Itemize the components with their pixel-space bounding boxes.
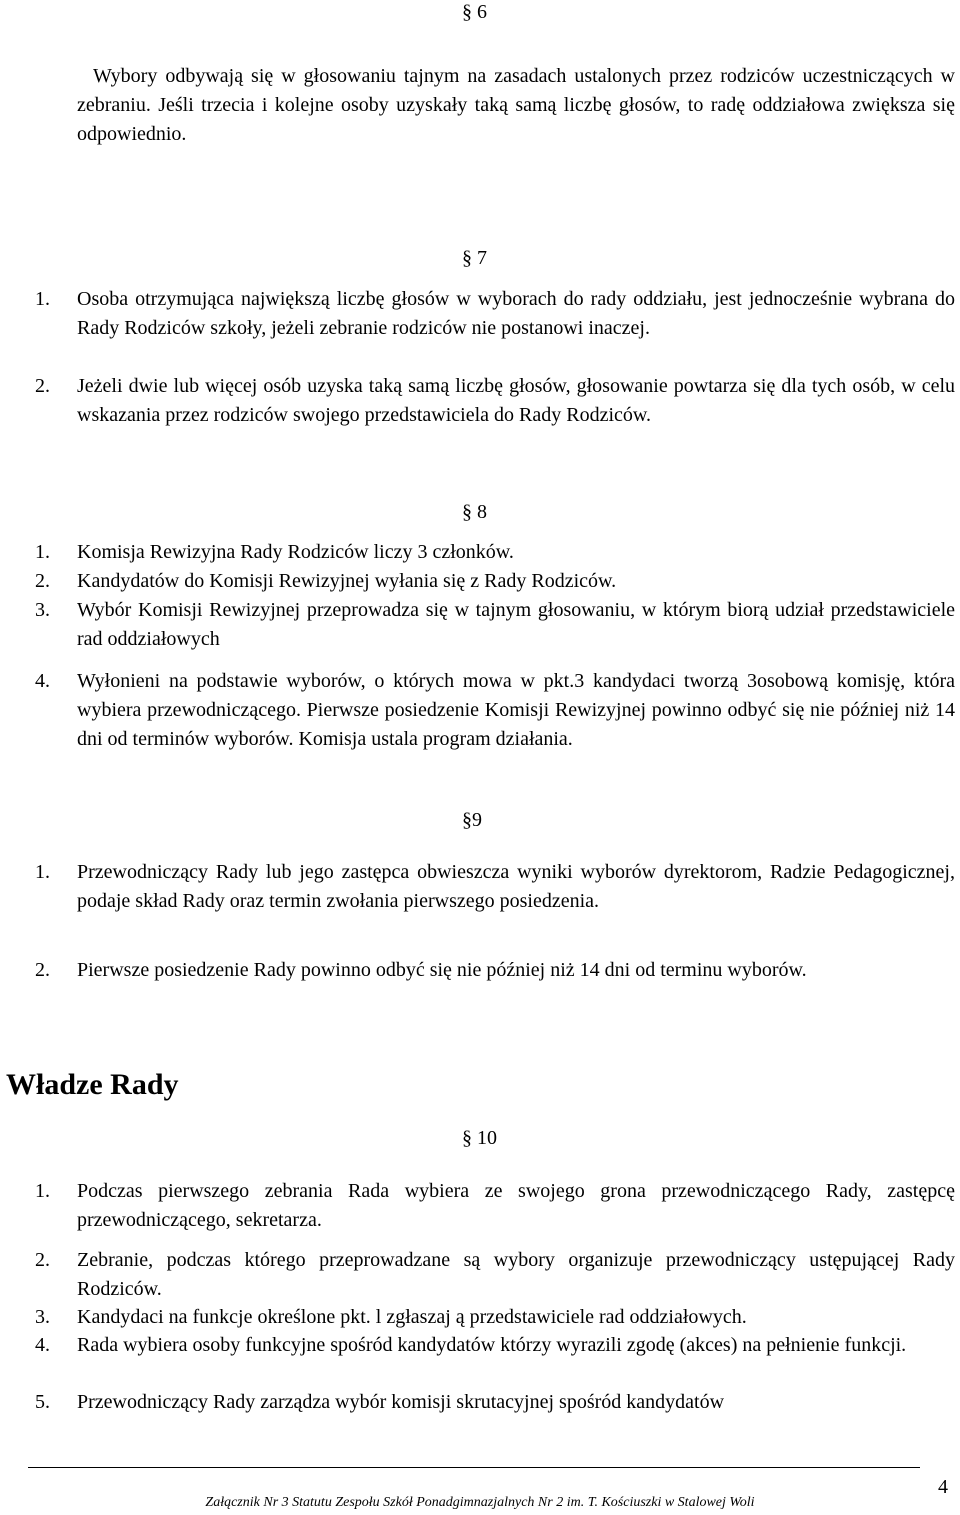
s9-item-2-number: 2. (35, 959, 50, 981)
s7-item-1-text: Osoba otrzymująca największą liczbę głosów w wyborach do rady oddziału, jest jednocześnie wybrana do Rady Rodziców szkoły, jeżeli zebranie rodziców nie postanowi inaczej. (77, 288, 955, 339)
footer-divider (28, 1467, 920, 1468)
s7-item-2-number: 2. (35, 375, 50, 397)
s8-item-3-number: 3. (35, 599, 50, 621)
s9-item-1-text: Przewodniczący Rady lub jego zastępca obwieszcza wyniki wyborów dyrektorom, Radzie Pedagogicznej, podaje skład Rady oraz termin zwołania pierwszego posiedzenia. (77, 861, 955, 912)
s8-item-2-text: Kandydatów do Komisji Rewizyjnej wyłania się z Rady Rodziców. (77, 570, 617, 592)
s8-item-4-text: Wyłonieni na podstawie wyborów, o których mowa w pkt.3 kandydaci tworzą 3osobową komisję, która wybiera przewodniczącego. Pierwsze posiedzenie Komisji Rewizyjnej powinno odbyć się nie później niż 14 dni od terminów wyborów. Komisja ustala program działania. (77, 670, 955, 750)
s8-item-2-number: 2. (35, 570, 50, 592)
s8-item-1-text: Komisja Rewizyjna Rady Rodziców liczy 3 członków. (77, 541, 514, 563)
s7-item-1-number: 1. (35, 288, 50, 310)
section-8-heading: § 8 (462, 501, 487, 523)
section-6-paragraph: Wybory odbywają się w głosowaniu tajnym na zasadach ustalonych przez rodziców uczestniczących w zebraniu. Jeśli trzecia i kolejne osoby uzyskały taką samą liczbę głosów, to radę oddziałowa zwiększa się odpowiednio. (77, 65, 955, 145)
s10-item-1-number: 1. (35, 1180, 50, 1202)
s10-item-2-text: Zebranie, podczas którego przeprowadzane są wybory organizuje przewodniczący ustępującej Rady Rodziców. (77, 1249, 955, 1300)
s7-item-2-text: Jeżeli dwie lub więcej osób uzyska taką samą liczbę głosów, głosowanie powtarza się dla tych osób, w celu wskazania przez rodziców swojego przedstawiciela do Rady Rodziców. (77, 375, 955, 426)
s10-item-3-number: 3. (35, 1306, 50, 1328)
s8-item-3-text: Wybór Komisji Rewizyjnej przeprowadza się w tajnym głosowaniu, w którym biorą udział przedstawiciele rad oddziałowych (77, 599, 955, 650)
s8-item-4-number: 4. (35, 670, 50, 692)
s8-item-1-number: 1. (35, 541, 50, 563)
s10-item-1-text: Podczas pierwszego zebrania Rada wybiera ze swojego grona przewodniczącego Rady, zastępcę przewodniczącego, sekretarza. (77, 1180, 955, 1231)
footer-text: Załącznik Nr 3 Statutu Zespołu Szkół Ponadgimnazjalnych Nr 2 im. T. Kościuszki w Stalowej Woli (205, 1495, 755, 1510)
s10-item-5-text: Przewodniczący Rady zarządza wybór komisji skrutacyjnej spośród kandydatów (77, 1391, 725, 1413)
s10-item-5-number: 5. (35, 1391, 50, 1413)
section-6-heading: § 6 (462, 1, 487, 23)
s10-item-2-number: 2. (35, 1249, 50, 1271)
s10-item-4-number: 4. (35, 1334, 50, 1356)
s9-item-2-text: Pierwsze posiedzenie Rady powinno odbyć się nie później niż 14 dni od terminu wyborów. (77, 959, 807, 981)
section-7-heading: § 7 (462, 247, 487, 269)
page-number: 4 (938, 1476, 948, 1498)
s9-item-1-number: 1. (35, 861, 50, 883)
section-9-heading: §9 (462, 809, 482, 831)
s10-item-4-text: Rada wybiera osoby funkcyjne spośród kandydatów którzy wyrazili zgodę (akces) na pełnienie funkcji. (77, 1334, 907, 1356)
s10-item-3-text: Kandydaci na funkcje określone pkt. l zgłaszaj ą przedstawiciele rad oddziałowych. (77, 1306, 747, 1328)
section-10-heading: § 10 (462, 1127, 497, 1149)
chapter-title: Władze Rady (6, 1068, 179, 1101)
